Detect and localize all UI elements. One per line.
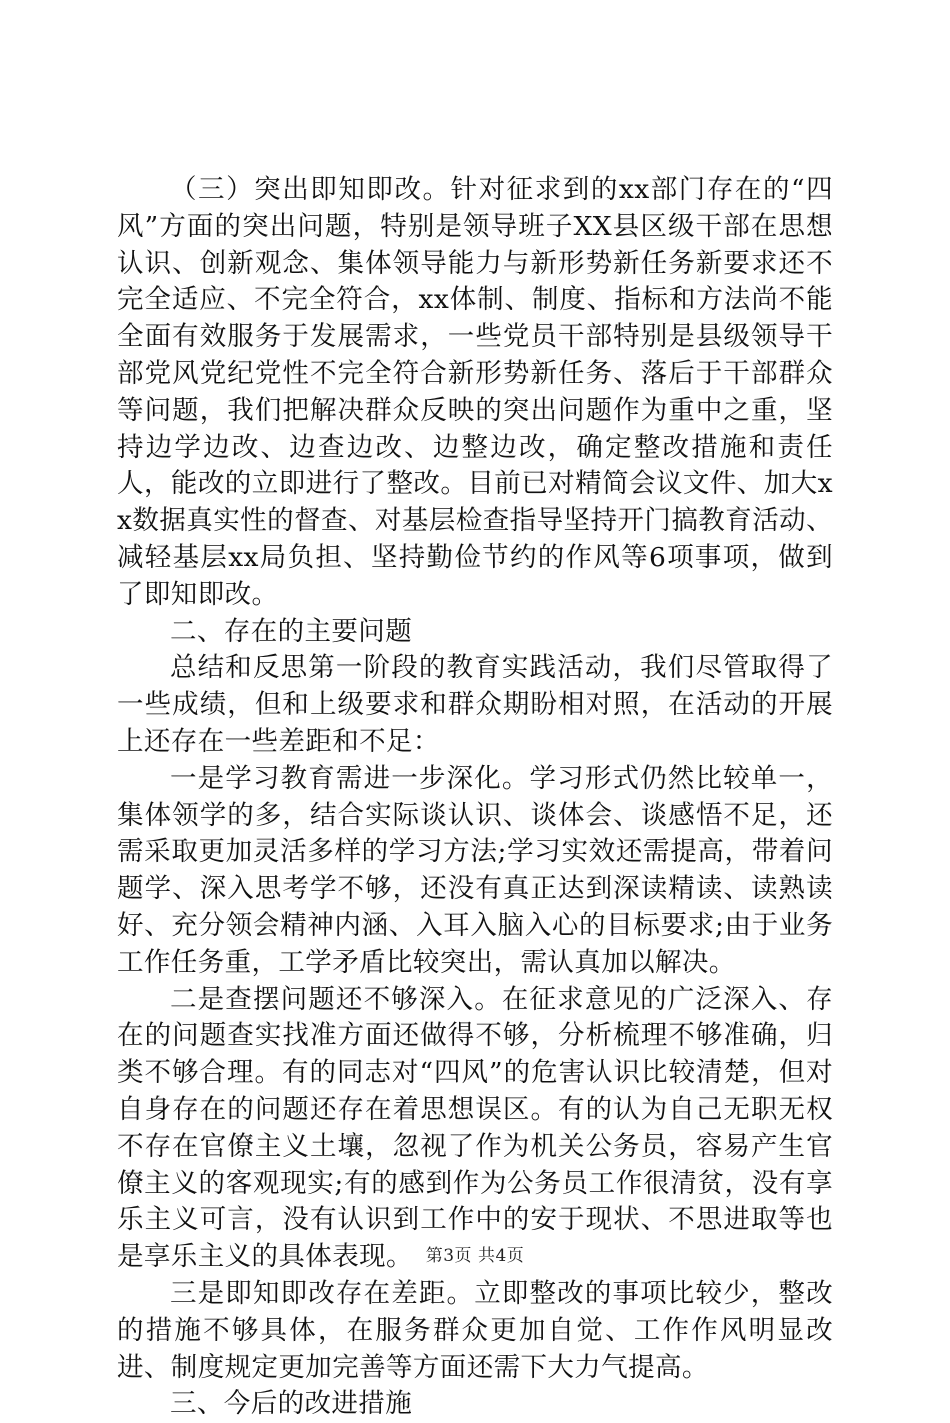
- section-heading-improvement-measures: 三、今后的改进措施: [170, 1388, 413, 1420]
- paragraph-problem-one: 一是学习教育需进一步深化。学习形式仍然比较单一，集体领学的多，结合实际谈认识、谈体会、谈感悟不足，还需采取更加灵活多样的学习方法;学习实效还需提高，带着问题学、深入思考学不够，还没有真正达到深读精读、读熟读好、充分领会精神内涵、入耳入脑入心的目标要求;由于业务工作任务重，工学矛盾比较突出，需认真加以解决。: [117, 762, 833, 978]
- section-heading-main-problems: 二、存在的主要问题: [170, 615, 413, 647]
- paragraph-summary-reflection: 总结和反思第一阶段的教育实践活动，我们尽管取得了一些成绩，但和上级要求和群众期盼相对照，在活动的开展上还存在一些差距和不足：: [117, 652, 833, 757]
- page-number-footer: 第3页 共4页: [425, 1246, 525, 1266]
- paragraph-immediate-rectification: （三）突出即知即改。针对征求到的xx部门存在的“四风”方面的突出问题，特别是领导班子XX县区级干部在思想认识、创新观念、集体领导能力与新形势新任务新要求还不完全适应、不完全符合，xx体制、制度、指标和方法尚不能全面有效服务于发展需求，一些党员干部特别是县级领导干部党风党纪党性不完全符合新形势新任务、落后于干部群众等问题，我们把解决群众反映的突出问题作为重中之重，坚持边学边改、边查边改、边整边改，确定整改措施和责任人，能改的立即进行了整改。目前已对精简会议文件、加大xx数据真实性的督查、对基层检查指导坚持开门搞教育活动、减轻基层xx局负担、坚持勤俭节约的作风等6项事项，做到了即知即改。: [117, 174, 833, 610]
- document-body: [117, 172, 833, 1423]
- paragraph-problem-two: 二是查摆问题还不够深入。在征求意见的广泛深入、存在的问题查实找准方面还做得不够，分析梳理不够准确，归类不够合理。有的同志对“四风”的危害认识比较清楚，但对自身存在的问题还存在着思想误区。有的认为自己无职无权不存在官僚主义土壤，忽视了作为机关公务员，容易产生官僚主义的客观现实;有的感到作为公务员工作很清贫，没有享乐主义可言，没有认识到工作中的安于现状、不思进取等也是享乐主义的具体表现。: [117, 983, 833, 1273]
- paragraph-problem-three: 三是即知即改存在差距。立即整改的事项比较少，整改的措施不够具体，在服务群众更加自觉、工作作风明显改进、制度规定更加完善等方面还需下大力气提高。: [117, 1277, 833, 1383]
